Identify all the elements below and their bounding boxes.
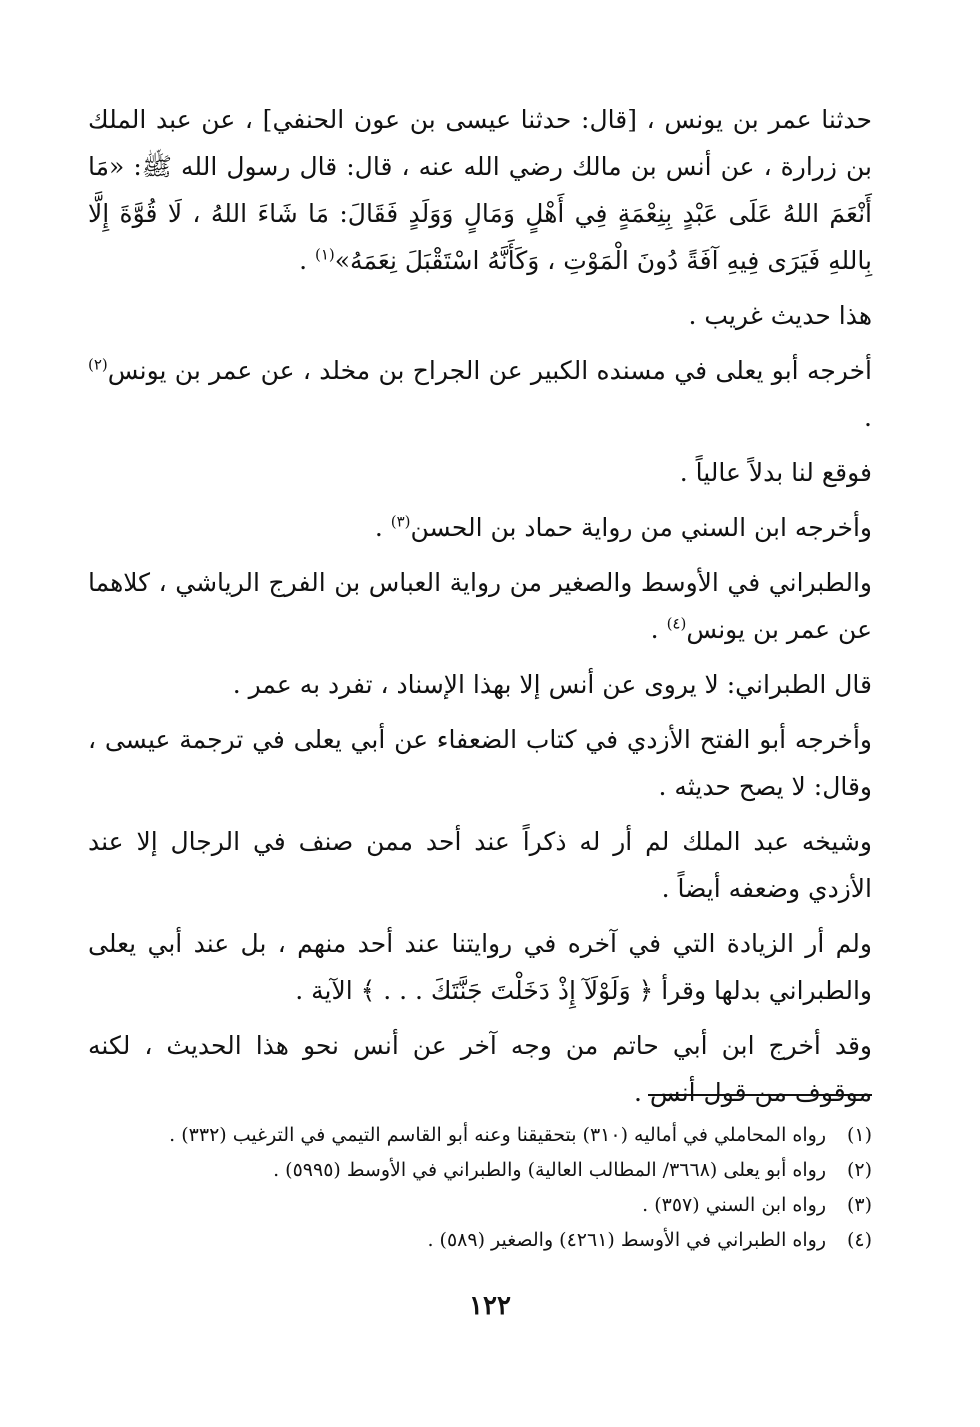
footnote-number: (١) <box>846 1124 872 1146</box>
main-text <box>88 96 872 1124</box>
footnote-text: رواه الطبراني في الأوسط (٤٢٦١) والصغير (٥٨٩) . <box>427 1229 826 1251</box>
footnote-3 <box>112 1188 872 1223</box>
paragraph-9: وشيخه عبد الملك لم أر له ذكراً عند أحد ممن صنف في الرجال إلا عند الأزدي وضعفه أيضاً . <box>88 827 872 903</box>
footnote-number: (٤) <box>846 1229 872 1251</box>
footnote-2 <box>112 1153 872 1188</box>
footnote-text: رواه المحاملي في أماليه (٣١٠) بتحقيقنا وعنه أبو القاسم التيمي في الترغيب (٣٣٢) . <box>169 1124 826 1146</box>
footnote-ref-1[interactable]: (١) <box>314 245 335 264</box>
footnote-ref-3[interactable]: (٣) <box>390 512 411 531</box>
paragraph-4: فوقع لنا بدلاً عالياً . <box>679 458 872 487</box>
paragraph-6: والطبراني في الأوسط والصغير من رواية العباس بن الفرج الرياشي ، كلاهما عن عمر بن يونس$^{(٤)}$ . <box>88 568 872 644</box>
footnote-ref-4[interactable]: (٤) <box>666 614 687 633</box>
paragraph-10: ولم أر الزيادة التي في آخره في روايتنا عند أحد منهم ، بل عند أبي يعلى والطبراني بدلها وقرأ ﴿ وَلَوْلَآ إِذْ دَخَلْتَ جَنَّتَكَ . . . ﴾ الآية . <box>88 929 872 1005</box>
footnote-number: (٣) <box>846 1194 872 1216</box>
footnote-text: رواه أبو يعلى (٣٦٦٨/ المطالب العالية) والطبراني في الأوسط (٥٩٩٥) . <box>273 1159 826 1181</box>
footnote-ref-2[interactable]: (٢) <box>88 355 108 374</box>
footnote-separator <box>648 1094 872 1096</box>
footnote-text: رواه ابن السني (٣٥٧) . <box>642 1194 826 1216</box>
footnote-1 <box>112 1118 872 1153</box>
footnote-4 <box>112 1223 872 1258</box>
page-number: ١٢٢ <box>469 1291 511 1321</box>
paragraph-2: هذا حديث غريب . <box>688 301 872 330</box>
paragraph-3: أخرجه أبو يعلى في مسنده الكبير عن الجراح بن مخلد ، عن عمر بن يونس$^{(٢)}$ . <box>88 355 872 432</box>
paragraph-7: قال الطبراني: لا يروى عن أنس إلا بهذا الإسناد ، تفرد به عمر . <box>232 670 872 699</box>
paragraph-5: وأخرجه ابن السني من رواية حماد بن الحسن$^{(٣)}$ . <box>374 512 872 542</box>
footnote-number: (٢) <box>846 1159 872 1181</box>
paragraph-8: وأخرجه أبو الفتح الأزدي في كتاب الضعفاء عن أبي يعلى في ترجمة عيسى ، وقال: لا يصح حديثه . <box>88 725 872 801</box>
paragraph-1: حدثنا عمر بن يونس ، [قال: حدثنا عيسى بن عون الحنفي] ، عن عبد الملك بن زرارة ، عن أنس بن مالك رضي الله عنه ، قال: قال رسول الله ﷺ: «مَا أَنْعَمَ اللهُ عَلَى عَبْدٍ بِنِعْمَةٍ فِي أَهْلٍ وَمَالٍ وَوَلَدٍ فَقَالَ: مَا شَاءَ اللهُ ، لَا قُوَّةَ إِلَّا بِاللهِ فَيَرَى فِيهِ آفَةً دُونَ الْمَوْتِ ، وَكَأَنَّهُ اسْتَقْبَلَ نِعَمَهُ»$^{(١)}$ . <box>88 105 872 275</box>
paragraph-11: وقد أخرج ابن أبي حاتم من وجه آخر عن أنس نحو هذا الحديث ، لكنه موقوف من قول أنس . <box>88 1031 872 1107</box>
footnotes <box>112 1118 872 1258</box>
